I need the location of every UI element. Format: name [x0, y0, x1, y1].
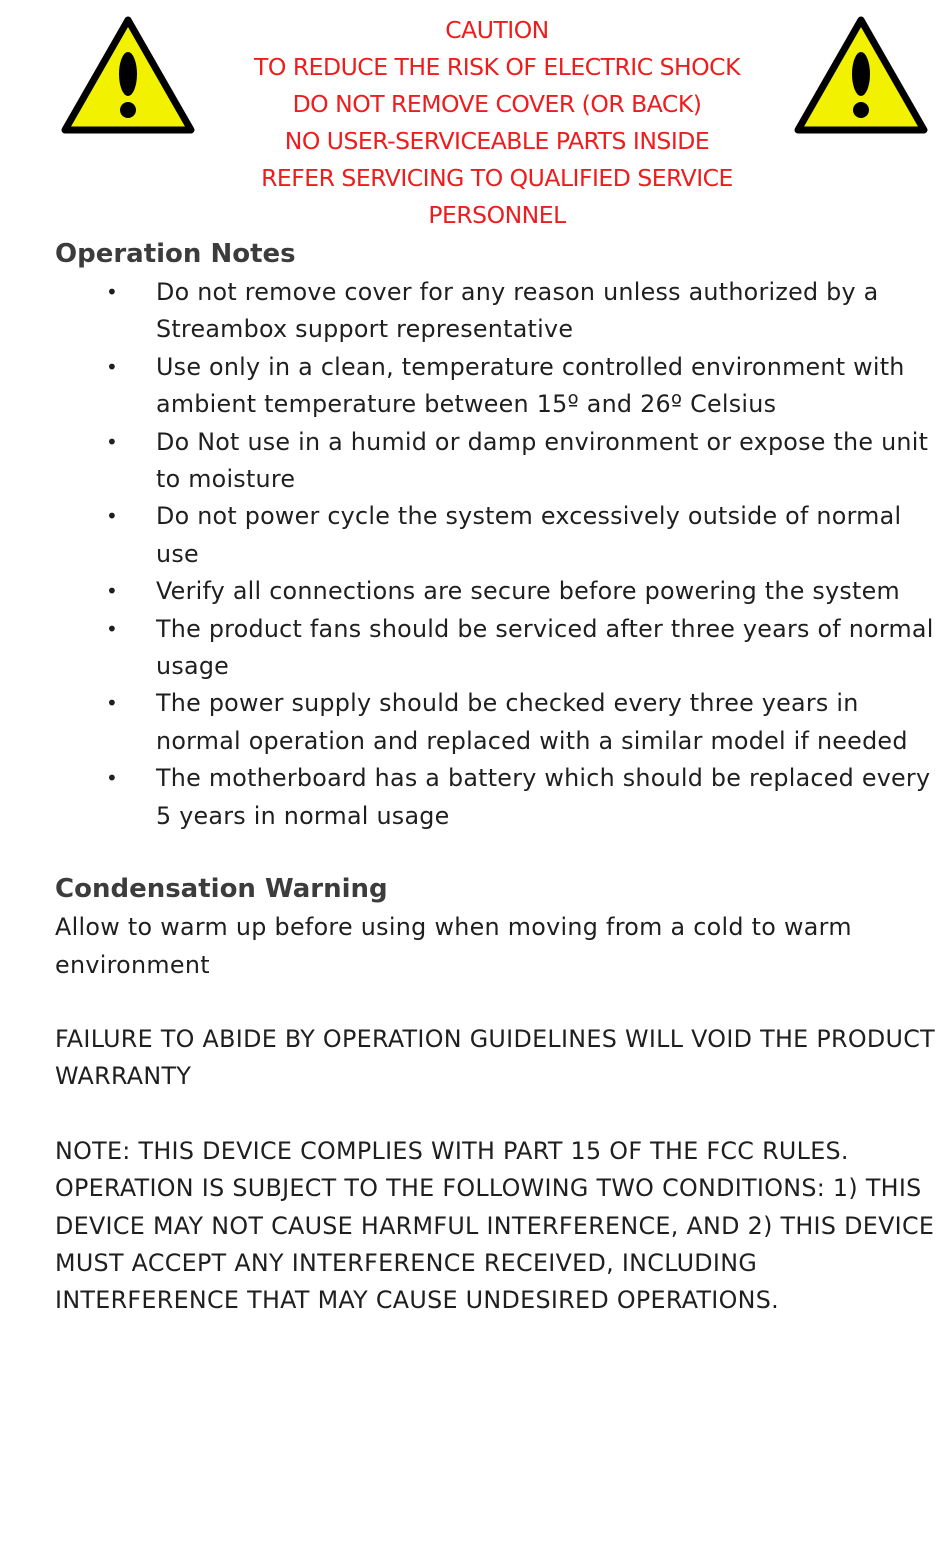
operation-notes-heading: Operation Notes — [55, 239, 296, 269]
list-item — [55, 424, 935, 499]
caution-title: CAUTION — [445, 16, 549, 44]
bullet-icon: • — [106, 616, 119, 641]
warning-triangle-icon — [793, 14, 929, 136]
bullet-icon: • — [106, 691, 119, 716]
caution-line: TO REDUCE THE RISK OF ELECTRIC SHOCK — [254, 53, 740, 81]
caution-line: NO USER-SERVICEABLE PARTS INSIDE — [284, 127, 710, 155]
list-item-text: The power supply should be checked every three years in normal operation and replaced with a similar model if needed — [156, 689, 908, 755]
bullet-icon: • — [106, 766, 119, 791]
list-item — [55, 685, 935, 760]
list-item-text: Do not remove cover for any reason unless authorized by a Streambox support representative — [156, 278, 879, 344]
bullet-icon: • — [106, 354, 119, 379]
bullet-icon: • — [106, 579, 119, 604]
warranty-notice: FAILURE TO ABIDE BY OPERATION GUIDELINES WILL VOID THE PRODUCT WARRANTY — [55, 1024, 935, 1091]
list-item — [55, 498, 935, 573]
list-item-text: Do Not use in a humid or damp environment or expose the unit to moisture — [156, 427, 929, 494]
list-item — [55, 760, 935, 835]
condensation-warning-heading: Condensation Warning — [55, 874, 388, 905]
list-item-text: Do not power cycle the system excessively outside of normal use — [156, 502, 902, 568]
fcc-notice: NOTE: THIS DEVICE COMPLIES WITH PART 15 OF THE FCC RULES. OPERATION IS SUBJECT TO THE FOLLOWING TWO CONDITIONS: 1) THIS DEVICE MAY NOT CAUSE HARMFUL INTERFERENCE, AND 2) THIS DEVICE MUST ACCEPT ANY INTERFERENCE RECEIVED, INCLUDING INTERFERENCE THAT MAY CAUSE UNDESIRED OPERATIONS. — [55, 1136, 935, 1315]
caution-line: DO NOT REMOVE COVER (OR BACK) — [292, 90, 702, 118]
operation-notes-list — [55, 274, 935, 835]
list-item — [55, 349, 935, 424]
bullet-icon: • — [106, 280, 119, 304]
list-item — [55, 573, 935, 610]
list-item-text: The motherboard has a battery which should be replaced every 5 years in normal usage — [156, 764, 931, 830]
warning-triangle-icon — [60, 14, 196, 136]
caution-line: REFER SERVICING TO QUALIFIED SERVICE — [261, 164, 733, 192]
bullet-icon: • — [106, 504, 119, 529]
caution-line: PERSONNEL — [428, 201, 566, 229]
document-body — [55, 234, 935, 1320]
list-item — [55, 274, 935, 349]
list-item-text: Verify all connections are secure before powering the system — [156, 577, 900, 606]
condensation-text: Allow to warm up before using when moving from a cold to warm environment — [55, 913, 852, 979]
caution-block — [200, 12, 794, 234]
list-item — [55, 611, 935, 686]
list-item-text: The product fans should be serviced after three years of normal usage — [156, 614, 934, 681]
bullet-icon: • — [106, 429, 119, 454]
list-item-text: Use only in a clean, temperature controlled environment with ambient temperature between 15º and 26º Celsius — [156, 352, 905, 419]
